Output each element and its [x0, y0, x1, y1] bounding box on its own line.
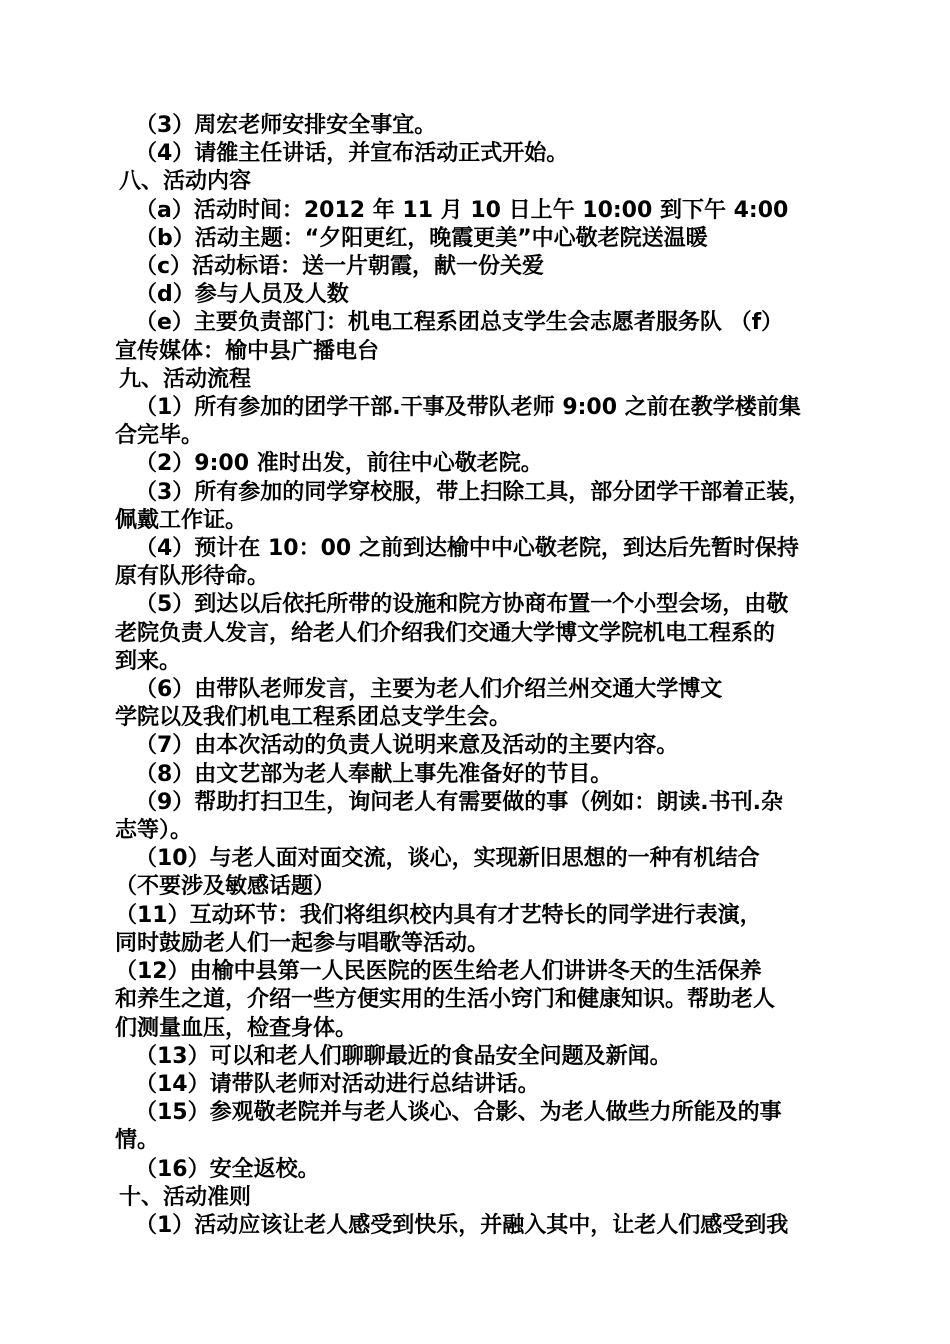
text-line: 志等）。 [115, 818, 193, 844]
list-item: （8）由文艺部为老人奉献上事先准备好的节目。 [135, 761, 613, 787]
list-item: （b）活动主题：“夕阳更红，晚霞更美”中心敬老院送温暖 [135, 225, 708, 251]
list-item: （16）安全返校。 [135, 1156, 320, 1182]
text-line: 学院以及我们机电工程系团总支学生会。 [115, 705, 512, 731]
text-line: 老院负责人发言，给老人们介绍我们交通大学博文学院机电工程系的 [115, 620, 776, 646]
list-item: （6）由带队老师发言，主要为老人们介绍兰州交通大学博文 [135, 677, 723, 703]
section-heading: 十、活动准则 [119, 1184, 252, 1210]
list-item: （1）所有参加的团学干部.干事及带队老师 9:00 之前在教学楼前集 [135, 395, 801, 421]
list-item: （4）请雒主任讲话，并宣布活动正式开始。 [135, 141, 569, 167]
text-line: 到来。 [115, 648, 182, 674]
list-item: （c）活动标语：送一片朝霞，献一份关爱 [135, 254, 545, 280]
list-item: （11）互动环节：我们将组织校内具有才艺特长的同学进行表演， [115, 902, 762, 928]
list-item: （5）到达以后依托所带的设施和院方协商布置一个小型会场，由敬 [135, 592, 789, 618]
section-heading: 八、活动内容 [119, 169, 252, 195]
document-body [115, 112, 845, 1240]
section-heading: 九、活动流程 [119, 366, 252, 392]
list-item: （2）9:00 准时出发，前往中心敬老院。 [135, 451, 543, 477]
list-item: （9）帮助打扫卫生，询问老人有需要做的事（例如：朗读.书刊.杂 [135, 789, 784, 815]
text-line: （不要涉及敏感话题） [115, 874, 336, 900]
text-line: 合完毕。 [115, 423, 204, 449]
text-line: 宣传媒体：榆中县广播电台 [115, 338, 380, 364]
text-line: 同时鼓励老人们一起参与唱歌等活动。 [115, 930, 490, 956]
list-item: （13）可以和老人们聊聊最近的食品安全问题及新闻。 [135, 1043, 672, 1069]
text-line: 们测量血压，检查身体。 [115, 1015, 358, 1041]
list-item: （3）所有参加的同学穿校服，带上扫除工具，部分团学干部着正装， [135, 479, 811, 505]
list-item: （d）参与人员及人数 [135, 282, 349, 308]
text-line: 原有队形待命。 [115, 564, 270, 590]
text-line: 和养生之道，介绍一些方便实用的生活小窍门和健康知识。帮助老人 [115, 987, 776, 1013]
text-line: 佩戴工作证。 [115, 507, 248, 533]
list-item: （14）请带队老师对活动进行总结讲话。 [135, 1071, 540, 1097]
list-item: （1）活动应该让老人感受到快乐，并融入其中，让老人们感受到我 [135, 1212, 789, 1238]
text-line: 情。 [115, 1128, 160, 1154]
list-item: （4）预计在 10：00 之前到达榆中中心敬老院，到达后先暂时保持 [135, 536, 799, 562]
list-item: （a）活动时间：2012 年 11 月 10 日上午 10:00 到下午 4:00 [135, 197, 789, 223]
list-item: （3）周宏老师安排安全事宜。 [135, 113, 437, 138]
list-item: （7）由本次活动的负责人说明来意及活动的主要内容。 [135, 733, 679, 759]
list-item: （12）由榆中县第一人民医院的医生给老人们讲讲冬天的生活保养 [115, 959, 762, 985]
list-item: （10）与老人面对面交流，谈心，实现新旧思想的一种有机结合 [135, 846, 760, 872]
list-item: （e）主要负责部门：机电工程系团总支学生会志愿者服务队 （f） [135, 310, 784, 336]
list-item: （15）参观敬老院并与老人谈心、合影、为老人做些力所能及的事 [135, 1100, 782, 1126]
